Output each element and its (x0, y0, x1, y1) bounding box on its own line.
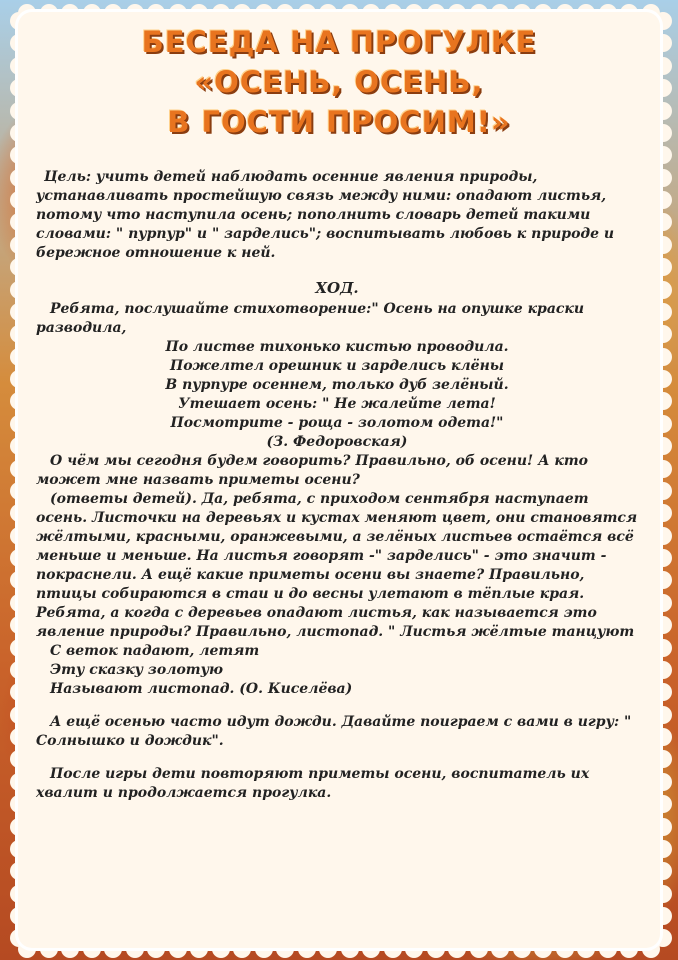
poem-line: Утешает осень: " Не жалейте лета! (178, 396, 496, 412)
poem-line: Пожелтел орешник и зарделись клёны (169, 358, 505, 374)
goal-paragraph: Цель: учить детей наблюдать осенние явления природы, устанавливать простейшую связь между ними: опадают листья, потому что наступила осень; пополнить словарь детей такими словами: " пурпур" и " зарделись"; воспитывать любовь к природе и бережное отношение к ней. (36, 169, 615, 261)
document-body (36, 168, 638, 803)
section-heading-hod: ХОД. (315, 279, 359, 297)
poem2-line: С веток падают, летят (50, 643, 260, 659)
title-line-2: «ОСЕНЬ, ОСЕНЬ, (194, 65, 484, 99)
rain-paragraph: А ещё осенью часто идут дожди. Давайте поиграем с вами в игру: " Солнышко и дождик". (36, 714, 632, 749)
answer-paragraph: (ответы детей). Да, ребята, с приходом сентября наступает осень. Листочки на деревьях и кустах меняют цвет, они становятся жёлтыми, красными, оранжевыми, а зелёных листьев остаётся всё меньше и меньше. На листья говорят -" зарделись" - это значит - покраснели. А ещё какие приметы осени вы знаете? Правильно, птицы собираются в стаи и до весны улетают в тёплые края. Ребята, а когда с деревьев опадают листья, как называется это явление природы? Правильно, листопад. " Листья жёлтые танцуют (36, 491, 638, 640)
poem-author: (З. Федоровская) (266, 434, 408, 450)
title-line-3: В ГОСТИ ПРОСИМ!» (167, 105, 511, 139)
poem-block (36, 338, 638, 452)
question-paragraph: О чём мы сегодня будем говорить? Правильно, об осени! А кто может мне назвать приметы осени? (36, 453, 588, 488)
poem2-line: Эту сказку золотую (50, 662, 223, 678)
intro-paragraph: Ребята, послушайте стихотворение:" Осень на опушке краски разводила, (36, 301, 585, 336)
poem2-block (36, 642, 638, 699)
poem-line: По листве тихонько кистью проводила. (165, 339, 509, 355)
poem-line: В пурпуре осеннем, только дуб зелёный. (165, 377, 509, 393)
poem2-line: Называют листопад. (О. Киселёва) (50, 681, 353, 697)
title-line-1: БЕСЕДА НА ПРОГУЛКЕ (141, 25, 537, 59)
document-title (30, 22, 648, 142)
closing-paragraph: После игры дети повторяют приметы осени, воспитатель их хвалит и продолжается прогулка. (36, 766, 590, 801)
poem-line: Посмотрите - роща - золотом одета!" (170, 415, 504, 431)
